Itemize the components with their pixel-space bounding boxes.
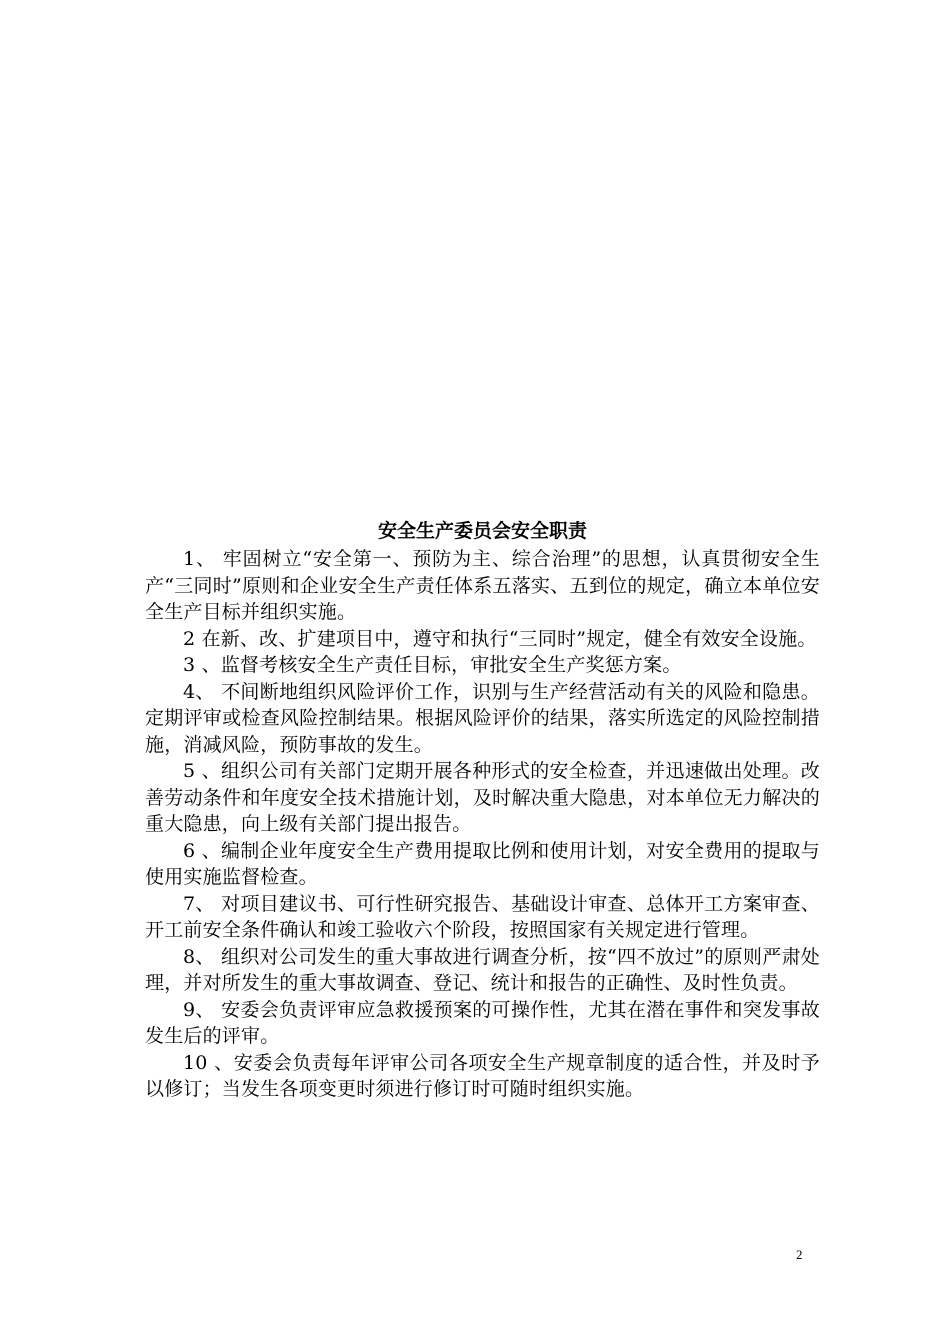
paragraph-4: 4、 不间断地组织风险评价工作，识别与生产经营活动有关的风险和隐患。定期评审或检查风险控制结果。根据风险评价的结果，落实所选定的风险控制措施，消减风险，预防事故的发生。 — [145, 680, 820, 756]
paragraph-10: 10 、安委会负责每年评审公司各项安全生产规章制度的适合性，并及时予以修订；当发生各项变更时须进行修订时可随时组织实施。 — [145, 1051, 820, 1100]
paragraph-8: 8、 组织对公司发生的重大事故进行调查分析，按“四不放过”的原则严肃处理，并对所发生的重大事故调查、登记、统计和报告的正确性、及时性负责。 — [145, 945, 820, 994]
paragraph-7: 7、 对项目建议书、可行性研究报告、基础设计审查、总体开工方案审查、开工前安全条件确认和竣工验收六个阶段，按照国家有关规定进行管理。 — [145, 892, 820, 941]
paragraph-2: 2 在新、改、扩建项目中，遵守和执行“三同时”规定，健全有效安全设施。 — [183, 627, 817, 650]
paragraph-5: 5 、组织公司有关部门定期开展各种形式的安全检查，并迅速做出处理。改善劳动条件和年度安全技术措施计划，及时解决重大隐患，对本单位无力解决的重大隐患，向上级有关部门提出报告。 — [145, 760, 820, 835]
paragraph-3: 3 、监督考核安全生产责任目标，审批安全生产奖惩方案。 — [183, 654, 682, 676]
page-number: 2 — [796, 1247, 803, 1262]
document-body — [145, 517, 820, 1103]
document-title: 安全生产委员会安全职责 — [377, 520, 587, 542]
paragraph-9: 9、 安委会负责评审应急救援预案的可操作性，尤其在潜在事件和突发事故发生后的评审。 — [145, 998, 820, 1047]
paragraph-1: 1、 牢固树立“安全第一、预防为主、综合治理”的思想，认真贯彻安全生产“三同时”原则和企业安全生产责任体系五落实、五到位的规定，确立本单位安全生产目标并组织实施。 — [145, 548, 820, 623]
paragraph-6: 6 、编制企业年度安全生产费用提取比例和使用计划，对安全费用的提取与使用实施监督检查。 — [145, 839, 820, 888]
